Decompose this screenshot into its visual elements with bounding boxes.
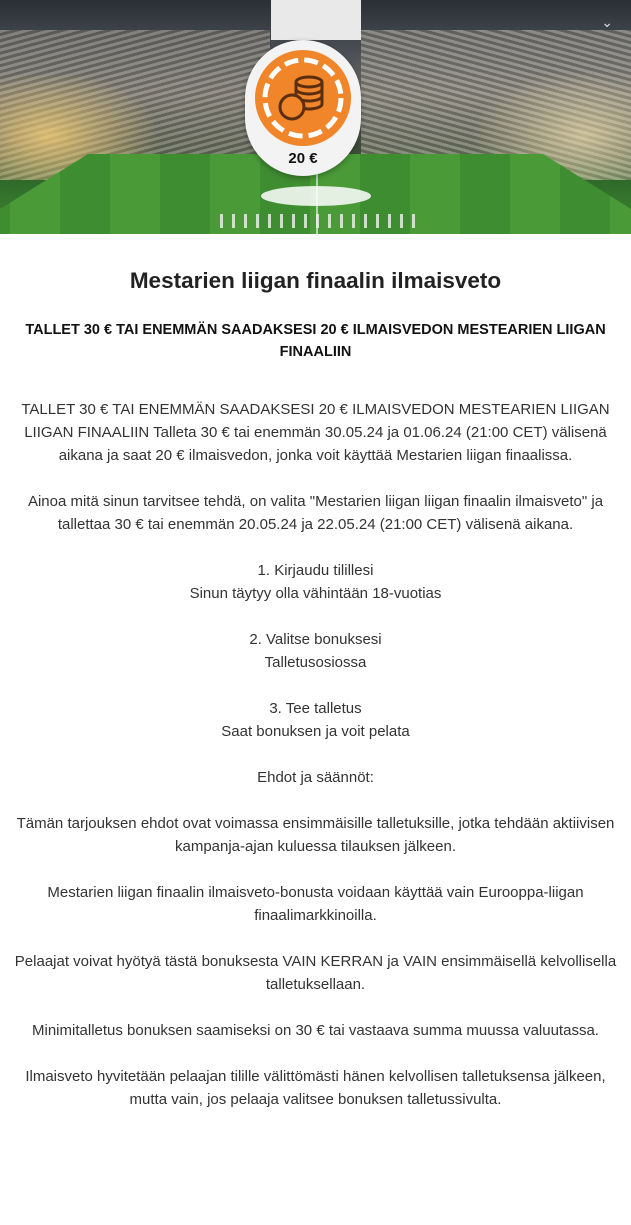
terms-item: Pelaajat voivat hyötyä tästä bonuksesta VAIN KERRAN ja VAIN ensimmäisellä kelvollisella talletuksellaan. <box>14 953 617 993</box>
terms-item: Minimitalletus bonuksen saamiseksi on 30 € tai vastaava summa muussa valuutassa. <box>32 1022 599 1039</box>
step-2 <box>14 628 617 674</box>
step-3 <box>14 697 617 743</box>
promo-content <box>0 267 631 1111</box>
bonus-coin-badge <box>245 40 361 176</box>
players-lineup <box>220 214 420 228</box>
step-detail: Talletusosiossa <box>264 654 367 671</box>
step-title: 3. Tee talletus <box>269 700 362 717</box>
bonus-amount: 20 € <box>288 150 318 167</box>
terms-item: Ilmaisveto hyvitetään pelaajan tilille välittömästi hänen kelvollisen talletuksensa jälkeen, mutta vain, jos pelaaja valitsee bonuksen talletussivulta. <box>25 1068 606 1108</box>
terms-heading: Ehdot ja säännöt: <box>257 769 374 786</box>
chevron-down-icon[interactable]: ⌄ <box>601 14 613 30</box>
page-title: Mestarien liigan finaalin ilmaisveto <box>129 268 502 293</box>
how-paragraph: Ainoa mitä sinun tarvitsee tehdä, on valita "Mestarien liigan liigan finaalin ilmaisveto" ja tallettaa 30 € tai enemmän 20.05.24 ja 22.05.24 (21:00 CET) välisenä aikana. <box>27 493 604 533</box>
step-1 <box>14 559 617 605</box>
promo-subtitle: TALLET 30 € TAI ENEMMÄN SAADAKSESI 20 € ILMAISVEDON MESTEARIEN LIIGAN FINAALIIN <box>25 322 606 360</box>
stadium-tunnel <box>271 0 361 40</box>
step-title: 1. Kirjaudu tilillesi <box>257 562 374 579</box>
intro-paragraph: TALLET 30 € TAI ENEMMÄN SAADAKSESI 20 € ILMAISVEDON MESTEARIEN LIIGAN LIIGAN FINAALIIN Talleta 30 € tai enemmän 30.05.24 ja 01.06.24 (21:00 CET) välisenä aikana ja saat 20 € ilmaisvedon, jonka voit käyttää Mestarien liigan finaalissa. <box>21 401 610 464</box>
terms-item: Tämän tarjouksen ehdot ovat voimassa ensimmäisille talletuksille, jotka tehdään aktiivisen kampanja-ajan kuluessa tilauksen jälkeen. <box>16 815 615 855</box>
step-detail: Saat bonuksen ja voit pelata <box>221 723 410 740</box>
hero-banner <box>0 0 631 234</box>
terms-item: Mestarien liigan finaalin ilmaisveto-bonusta voidaan käyttää vain Eurooppa-liigan finaalimarkkinoilla. <box>47 884 584 924</box>
step-title: 2. Valitse bonuksesi <box>249 631 382 648</box>
center-ball-logo <box>261 186 371 206</box>
step-detail: Sinun täytyy olla vähintään 18-vuotias <box>189 585 442 602</box>
coins-icon <box>253 48 353 148</box>
